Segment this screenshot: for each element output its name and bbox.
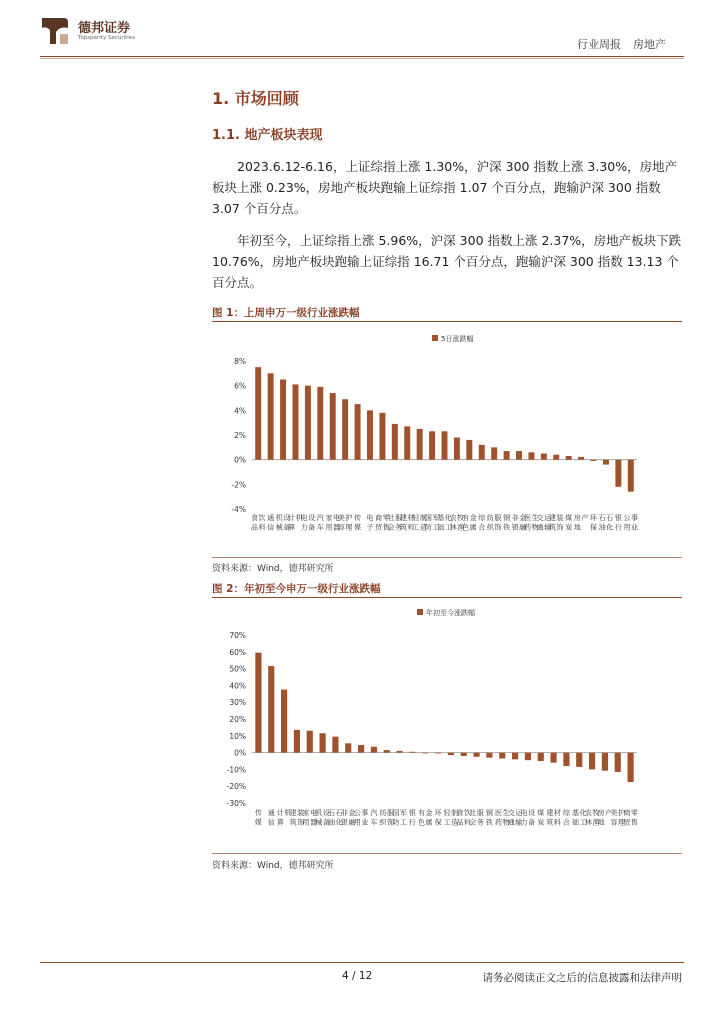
chart2-bar	[538, 753, 544, 761]
chart1-bar	[429, 431, 435, 459]
chart2-bar	[525, 753, 531, 761]
chart2-category-label: 通信	[267, 809, 275, 827]
chart1-legend-label: 5日涨跌幅	[441, 335, 474, 343]
figure1-source: 资料来源：Wind，德邦研究所	[212, 564, 334, 574]
chart2-legend-label: 年初至今涨跌幅	[426, 609, 475, 617]
chart2-category-label: 国防军工	[392, 809, 407, 827]
chart2-category-label: 建筑材料	[546, 809, 561, 827]
header-meta	[577, 36, 666, 52]
chart2-bar	[499, 753, 505, 759]
chart2-ytick-label: 10%	[229, 731, 246, 741]
chart1-svg	[212, 325, 682, 555]
chart2-bar	[589, 753, 595, 770]
chart1-ytick-label: 4%	[234, 406, 246, 416]
chart1-category-label: 非银金融	[511, 514, 527, 532]
chart1-bar	[404, 426, 410, 459]
chart2-category-label: 社会服务	[469, 809, 484, 827]
chart2-category-label: 非银金融	[341, 809, 356, 827]
chart1-bar	[528, 452, 534, 459]
chart1-bar	[541, 454, 547, 460]
chart2-bar	[602, 753, 608, 771]
figure1-chart	[212, 325, 682, 555]
report-type: 行业周报	[577, 38, 621, 51]
chart1-ytick-label: 6%	[234, 381, 246, 391]
chart1-bar	[454, 437, 460, 459]
chart2-ytick-label: 30%	[229, 698, 246, 708]
chart2-bar	[345, 743, 351, 752]
chart1-bar	[466, 440, 472, 460]
chart1-ytick-label: 2%	[234, 431, 246, 440]
chart2-category-label: 房地产	[597, 809, 613, 827]
chart2-ytick-label: 20%	[229, 715, 246, 724]
chart2-category-label: 钢铁	[485, 809, 493, 827]
company-logo	[40, 14, 140, 48]
report-sector: 房地产	[633, 38, 666, 51]
section-subtitle: 1.1. 地产板块表现	[212, 128, 323, 143]
chart2-bar	[384, 750, 390, 753]
chart2-bar	[371, 747, 377, 753]
chart1-bar	[628, 460, 634, 492]
figure2-bottom-rule	[212, 853, 682, 854]
chart1-category-label: 环保	[590, 514, 598, 532]
figure1-top-rule	[212, 321, 682, 322]
legal-disclaimer: 请务必阅读正文之后的信息披露和法律声明	[482, 972, 682, 984]
chart1-bar	[479, 445, 485, 460]
chart2-bar	[397, 751, 403, 753]
chart2-category-label: 有色金属	[418, 809, 433, 827]
chart1-category-label: 有色金属	[462, 514, 477, 532]
figure2-chart	[212, 601, 682, 851]
chart1-category-label: 纺织服饰	[486, 514, 502, 532]
chart2-bar	[409, 752, 415, 753]
chart1-bar	[330, 393, 336, 460]
chart2-ytick-label: 70%	[229, 631, 246, 640]
chart2-bar	[615, 753, 621, 772]
chart2-bar	[576, 753, 582, 767]
chart2-category-label: 农林牧渔	[584, 809, 600, 827]
header-rule	[40, 56, 684, 57]
chart1-ytick-label: 8%	[234, 357, 246, 366]
chart2-bar	[448, 753, 454, 756]
chart2-category-label: 商贸零售	[623, 809, 638, 827]
chart1-bar	[255, 367, 261, 460]
logo-name: 德邦证券	[78, 21, 131, 36]
chart2-ytick-label: -10%	[226, 765, 246, 775]
chart2-bar	[294, 730, 300, 753]
chart1-bar	[504, 451, 510, 460]
figure2-title: 图 2：年初至今申万一级行业涨跌幅	[212, 583, 381, 595]
chart2-category-label: 公用事业	[353, 809, 369, 827]
chart2-ytick-label: 60%	[229, 647, 246, 657]
chart1-category-label: 电力设备	[300, 514, 316, 532]
chart1-bar	[292, 384, 298, 459]
chart2-svg	[212, 601, 682, 851]
chart1-category-label: 建筑材料	[399, 514, 415, 532]
chart1-bar	[317, 387, 323, 460]
figure2-source: 资料来源：Wind，德邦研究所	[212, 861, 334, 871]
chart1-category-label: 食品饮料	[250, 514, 266, 532]
chart1-ytick-label: -2%	[231, 480, 246, 490]
page-number: 4 / 12	[342, 970, 373, 982]
chart1-category-label: 商贸零售	[375, 514, 390, 532]
chart1-bar	[603, 460, 609, 465]
chart2-category-label: 交通运输	[507, 809, 523, 827]
chart1-category-label: 银行	[614, 514, 622, 532]
chart2-category-label: 煤炭	[537, 809, 545, 827]
figure1-title: 图 1：上周申万一级行业涨跌幅	[212, 307, 360, 319]
paragraph-weekly: 2023.6.12-6.16，上证综指上涨 1.30%，沪深 300 指数上涨 3.30%，房地产板块上涨 0.23%，房地产板块跑输上证综指 1.07 个百分点，跑输沪深 300 指数 3.07 个百分点。	[212, 159, 678, 216]
chart1-bar	[392, 424, 398, 460]
chart1-bar	[280, 380, 286, 460]
paragraph-ytd: 年初至今，上证综指上涨 5.96%，沪深 300 指数上涨 2.37%，房地产板块下跌 10.76%，房地产板块跑输上证综指 16.71 个百分点，跑输沪深 300 指数 13.13 个百分点。	[212, 233, 682, 290]
logo-mark-icon	[40, 14, 70, 48]
chart2-ytick-label: 0%	[234, 748, 246, 758]
chart2-category-label: 传媒	[254, 809, 262, 827]
chart2-ytick-label: -30%	[226, 799, 246, 808]
chart1-category-label: 公用事业	[623, 514, 639, 532]
chart2-bar	[435, 753, 441, 754]
chart2-bar	[307, 731, 313, 753]
figure2-top-rule	[212, 597, 682, 598]
chart1-category-label: 通信	[267, 514, 275, 532]
chart1-bar	[553, 455, 559, 460]
chart1-category-label: 交通运输	[536, 514, 552, 532]
chart2-category-label: 美容护理	[610, 809, 625, 827]
chart1-bar	[442, 431, 448, 459]
chart2-category-label: 综合	[562, 809, 570, 827]
chart1-bar	[305, 386, 311, 460]
chart1-category-label: 传媒	[354, 514, 362, 532]
chart1-category-label: 电子	[366, 514, 374, 532]
chart1-legend-swatch	[432, 335, 438, 341]
chart1-category-label: 医药生物	[524, 514, 539, 532]
chart1-bar	[268, 373, 274, 459]
chart2-bar	[512, 753, 518, 760]
chart2-category-label: 家用电器	[302, 809, 317, 827]
chart2-bar	[551, 753, 557, 763]
chart2-bar	[486, 753, 492, 758]
chart1-category-label: 国防军工	[424, 514, 440, 532]
chart1-bar	[342, 399, 348, 459]
chart1-bar	[591, 460, 597, 461]
chart1-category-label: 机械设备	[275, 514, 291, 532]
chart2-category-label: 基础化工	[572, 809, 587, 827]
chart1-category-label: 钢铁	[503, 514, 511, 532]
chart2-bar	[422, 753, 428, 754]
chart2-bar	[474, 753, 480, 757]
chart2-category-label: 食品饮料	[456, 809, 471, 827]
chart2-ytick-label: 40%	[229, 681, 246, 691]
chart1-bar	[516, 451, 522, 460]
chart2-ytick-label: -20%	[226, 782, 246, 792]
chart1-bar	[379, 413, 385, 460]
chart2-category-label: 石油石化	[328, 809, 343, 827]
chart1-bar	[367, 410, 373, 459]
chart2-category-label: 汽车	[370, 809, 378, 827]
chart2-bar	[255, 653, 261, 753]
chart1-category-label: 社会服务	[387, 514, 403, 532]
chart2-bar	[320, 733, 326, 752]
chart2-bar	[461, 753, 467, 756]
chart1-bar	[615, 460, 621, 487]
chart1-bar	[578, 457, 584, 460]
chart1-category-label: 计算机	[288, 514, 303, 532]
chart2-bar	[268, 666, 274, 753]
figure1-bottom-rule	[212, 557, 682, 558]
chart2-bar	[563, 753, 569, 766]
chart1-category-label: 轻工制造	[412, 514, 427, 532]
chart2-category-label: 银行	[408, 809, 416, 827]
chart2-category-label: 计算机	[276, 809, 292, 827]
chart1-category-label: 综合	[478, 514, 486, 532]
chart1-category-label: 建筑装饰	[549, 514, 564, 532]
chart1-category-label: 房地产	[573, 514, 589, 532]
chart1-category-label: 汽车	[316, 514, 324, 532]
chart2-category-label: 建筑装饰	[289, 809, 305, 827]
chart2-bar	[358, 745, 364, 753]
chart2-category-label: 环保	[434, 809, 442, 827]
chart2-bar	[281, 690, 287, 753]
section-title: 1. 市场回顾	[212, 89, 299, 108]
chart1-ytick-label: -4%	[231, 505, 246, 514]
chart2-category-label: 轻工制造	[443, 809, 459, 827]
chart1-bar	[355, 404, 361, 460]
chart1-category-label: 家用电器	[325, 514, 340, 532]
chart2-category-label: 电力设备	[520, 809, 536, 827]
chart1-bar	[417, 429, 423, 460]
chart2-ytick-label: 50%	[229, 664, 246, 674]
chart2-category-label: 纺织服饰	[379, 809, 394, 827]
chart1-category-label: 美容护理	[337, 514, 353, 532]
header-rule-secondary	[40, 58, 684, 59]
footer-rule	[40, 962, 684, 963]
chart2-legend-swatch	[417, 609, 423, 615]
chart1-ytick-label: 0%	[234, 455, 246, 465]
chart1-category-label: 煤炭	[565, 514, 573, 532]
chart1-category-label: 石油石化	[598, 514, 614, 532]
chart2-category-label: 机械设备	[315, 809, 330, 827]
chart1-category-label: 农林牧渔	[449, 514, 465, 532]
chart2-category-label: 医药生物	[495, 809, 510, 827]
chart2-bar	[628, 753, 634, 782]
chart1-bar	[566, 456, 572, 460]
logo-english-name: Topsperity Securities	[78, 35, 136, 41]
chart1-category-label: 基础化工	[437, 514, 452, 532]
chart2-bar	[332, 737, 338, 753]
chart1-bar	[491, 447, 497, 459]
